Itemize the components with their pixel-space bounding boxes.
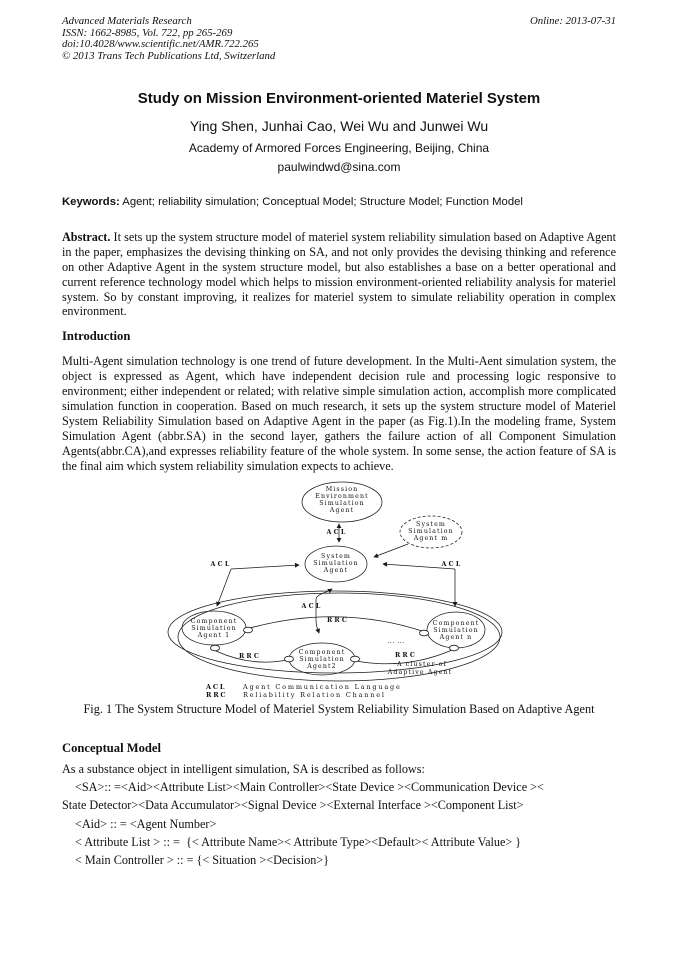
rrc-label-left: RRC xyxy=(238,653,262,661)
system-agent-m-label: System xyxy=(416,521,446,529)
acl-label-middle: ACL xyxy=(301,603,323,611)
mission-agent-label: Environment xyxy=(315,493,369,501)
system-agent-label: System xyxy=(321,553,351,561)
online-date: Online: 2013-07-31 xyxy=(529,15,616,27)
component-agent-1-label: Simulation xyxy=(191,625,237,633)
component-agent-n-label: Component xyxy=(432,620,480,628)
bnf-line: < Main Controller > :: = {< Situation ><Decision>} xyxy=(75,852,330,867)
conceptual-model-heading: Conceptual Model xyxy=(62,741,161,756)
keywords-label: Keywords: xyxy=(62,195,120,208)
paper-title: Study on Mission Environment-oriented Materiel System xyxy=(137,89,541,107)
mission-agent-label: Simulation xyxy=(319,500,365,508)
system-agent-label: Simulation xyxy=(313,560,359,568)
affiliation: Academy of Armored Forces Engineering, Beijing, China xyxy=(188,140,490,155)
port-compn-bottom xyxy=(450,645,459,651)
port-comp1-bottom xyxy=(211,645,220,651)
system-agent-m-label: Agent m xyxy=(413,535,449,543)
journal-header-left xyxy=(62,16,275,63)
system-agent-m-label: Simulation xyxy=(408,528,454,536)
component-agent-1-label: Component xyxy=(190,618,238,626)
component-agent-2-label: Component xyxy=(298,649,346,657)
journal-copyright: © 2013 Trans Tech Publications Ltd, Switzerland xyxy=(62,50,276,63)
journal-doi: doi:10.4028/www.scientific.net/AMR.722.265 xyxy=(62,38,259,51)
abstract-text: It sets up the system structure model of materiel system reliability simulation based on Adaptive Agent in the paper, emphasizes the devising thinking on SA, and not only provides the devising thinking and reference on other Adaptive Agent in the system structure model, but also establishes a base on a better operational and current reference technology model which helps to mission environment-oriented reliability analysis for materiel system. So by constant improving, it realizes for materiel system to simulate reliability operation in complex environment. xyxy=(62,230,616,319)
keywords-text: Agent; reliability simulation; Conceptual Model; Structure Model; Function Model xyxy=(119,195,523,208)
acl-label-left: ACL xyxy=(210,561,232,569)
rrc-label-top: RRC xyxy=(326,617,350,625)
mission-agent-label: Mission xyxy=(325,486,359,494)
ellipsis-dots: ... ... xyxy=(387,638,405,646)
system-agent-label: Agent xyxy=(323,567,349,575)
legend-acl-abbr: ACL xyxy=(206,683,227,692)
arrow-systemm-system xyxy=(374,544,408,557)
authors: Ying Shen, Junhai Cao, Wei Wu and Junwei Wu xyxy=(189,117,489,134)
figure-1 xyxy=(62,476,616,717)
bnf-line: <SA>:: =<Aid><Attribute List><Main Controller><State Device ><Communication Device >< xyxy=(75,780,544,795)
acl-line-left-horizontal xyxy=(231,565,299,569)
figure-1-diagram xyxy=(163,476,508,701)
email: paulwindwd@sina.com xyxy=(277,159,401,174)
acl-label-top: ACL xyxy=(326,529,348,537)
journal-issn: ISSN: 1662-8985, Vol. 722, pp 265-269 xyxy=(62,26,233,39)
mission-agent-label: Agent xyxy=(329,507,355,515)
introduction-paragraph: Multi-Agent simulation technology is one trend of future development. In the Multi-Aent simulation system, the object is expressed as Agent, which have independent decision rule and processing logic responsive to environment; either independent or related; with relative simple simulation action, accomplish more complicated simulation function in cooperation. Based on much research, it sets up the system structure model of Materiel System Reliability Simulation based on Adaptive Agent in the paper (as Fig.1).In the modeling frame, System Simulation Agent (abbr.SA) in the second layer, gathers the failure action of all Component Simulation Agents(abbr.CA),and expresses reliability feature of the whole system. In some sense, the action feature of SA is the final aim which system reliability simulation expects to achieve. xyxy=(62,354,616,474)
rrc-label-right: RRC xyxy=(394,652,418,660)
conceptual-model-intro: As a substance object in intelligent simulation, SA is described as follows: xyxy=(62,762,425,777)
abstract-paragraph xyxy=(62,230,616,319)
bnf-line: <Aid> :: = <Agent Number> xyxy=(75,816,217,831)
component-agent-2-label: Agent2 xyxy=(307,663,337,671)
keywords-line xyxy=(62,196,616,210)
legend-acl-meaning: Agent Communication Language xyxy=(243,683,402,692)
abstract-label: Abstract. xyxy=(62,230,111,245)
port-comp2-left xyxy=(285,656,294,662)
port-comp2-right xyxy=(351,656,360,662)
bnf-line: < Attribute List > :: = {< Attribute Name>< Attribute Type><Default>< Attribute Value> } xyxy=(75,834,522,849)
component-agent-1-label: Agent 1 xyxy=(197,632,231,640)
component-agent-n-label: Agent n xyxy=(439,634,473,642)
journal-header xyxy=(62,16,616,63)
cluster-label: Adaptive Agent xyxy=(387,669,453,677)
journal-name: Advanced Materials Research xyxy=(62,15,192,27)
bnf-line: State Detector><Data Accumulator><Signal Device ><External Interface ><Component List> xyxy=(62,798,524,813)
cluster-label: A cluster of xyxy=(397,661,447,669)
port-compn-left xyxy=(420,630,429,636)
port-comp1-right xyxy=(244,627,253,633)
figure-1-caption: Fig. 1 The System Structure Model of Materiel System Reliability Simulation Based on Adaptive Agent xyxy=(83,702,595,717)
legend-rrc-abbr: RRC xyxy=(206,691,228,700)
component-agent-n-label: Simulation xyxy=(433,627,479,635)
component-agent-2-label: Simulation xyxy=(299,656,345,664)
acl-label-right: ACL xyxy=(441,561,463,569)
legend-rrc-meaning: Reliability Relation Channel xyxy=(243,691,386,700)
introduction-heading: Introduction xyxy=(62,329,131,344)
acl-arrow-system-comp2 xyxy=(316,589,332,633)
